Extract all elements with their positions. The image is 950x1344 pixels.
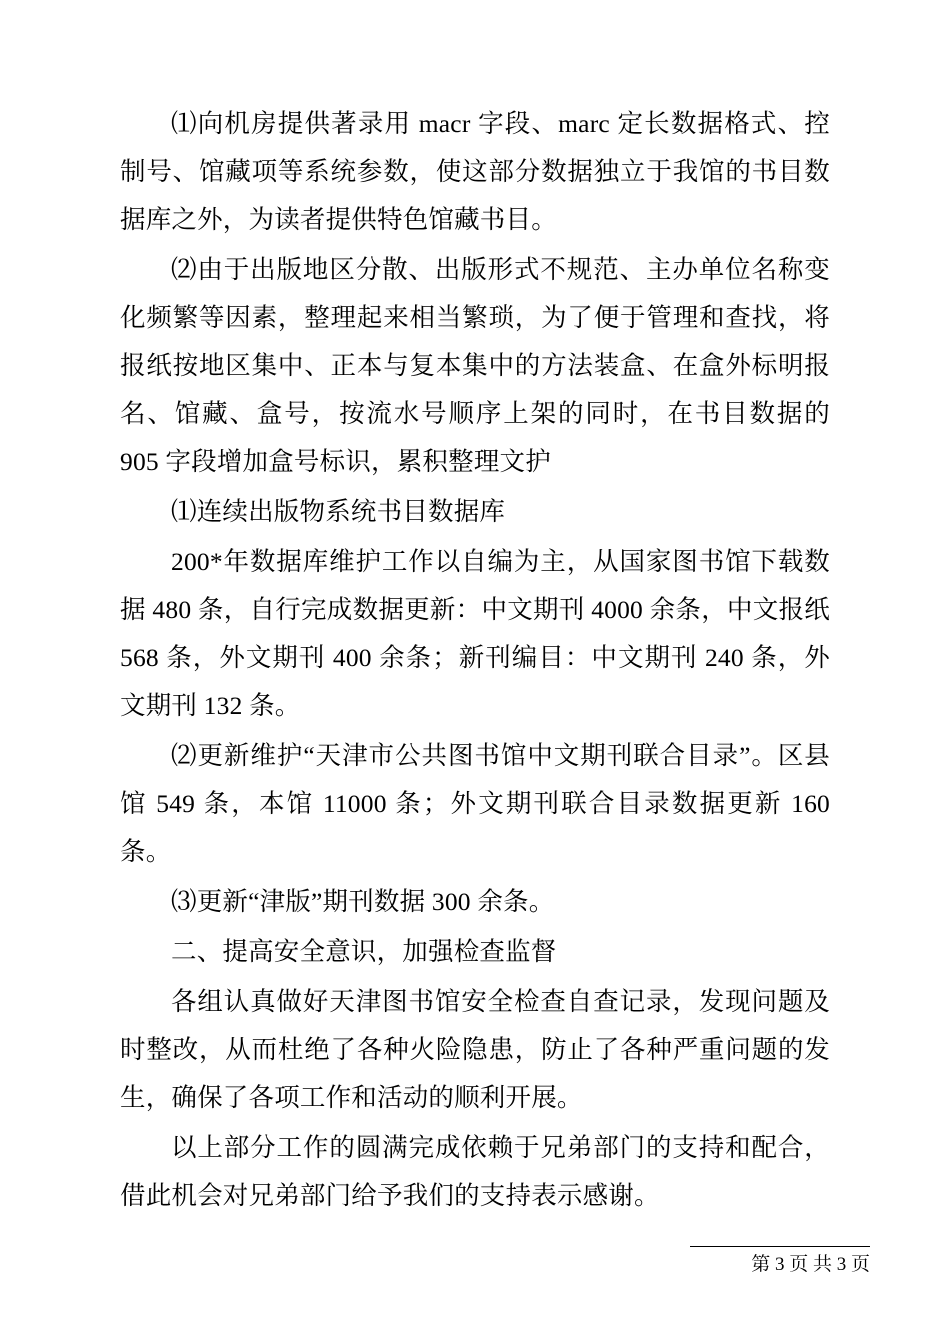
paragraph: ⑴向机房提供著录用 macr 字段、marc 定长数据格式、控制号、馆藏项等系统参数，使这部分数据独立于我馆的书目数据库之外，为读者提供特色馆藏书目。 [120, 109, 830, 234]
paragraph: ⑵更新维护“天津市公共图书馆中文期刊联合目录”。区县馆 549 条，本馆 11000 条；外文期刊联合目录数据更新 160 条。 [120, 741, 830, 866]
paragraph: 各组认真做好天津图书馆安全检查自查记录，发现问题及时整改，从而杜绝了各种火险隐患，防止了各种严重问题的发生，确保了各项工作和活动的顺利开展。 [120, 987, 830, 1112]
paragraph: ⑶更新“津版”期刊数据 300 余条。 [171, 887, 555, 916]
document-body [120, 100, 830, 1222]
paragraph: ⑴连续出版物系统书目数据库 [171, 497, 506, 526]
page-number: 第 3 页 共 3 页 [751, 1254, 870, 1275]
page-footer [120, 1246, 870, 1286]
paragraph: 二、提高安全意识，加强检查监督 [171, 937, 557, 966]
paragraph: ⑵由于出版地区分散、出版形式不规范、主办单位名称变化频繁等因素，整理起来相当繁琐，为了便于管理和查找，将报纸按地区集中、正本与复本集中的方法装盒、在盒外标明报名、馆藏、盒号，按流水号顺序上架的同时，在书目数据的 905 字段增加盒号标识，累积整理文护 [120, 255, 830, 476]
paragraph: 以上部分工作的圆满完成依赖于兄弟部门的支持和配合，借此机会对兄弟部门给予我们的支持表示感谢。 [120, 1133, 830, 1210]
footer-divider [690, 1246, 870, 1247]
paragraph: 200*年数据库维护工作以自编为主，从国家图书馆下载数据 480 条，自行完成数据更新：中文期刊 4000 余条，中文报纸 568 条，外文期刊 400 余条；新刊编目：中文期刊 240 条，外文期刊 132 条。 [120, 547, 830, 720]
